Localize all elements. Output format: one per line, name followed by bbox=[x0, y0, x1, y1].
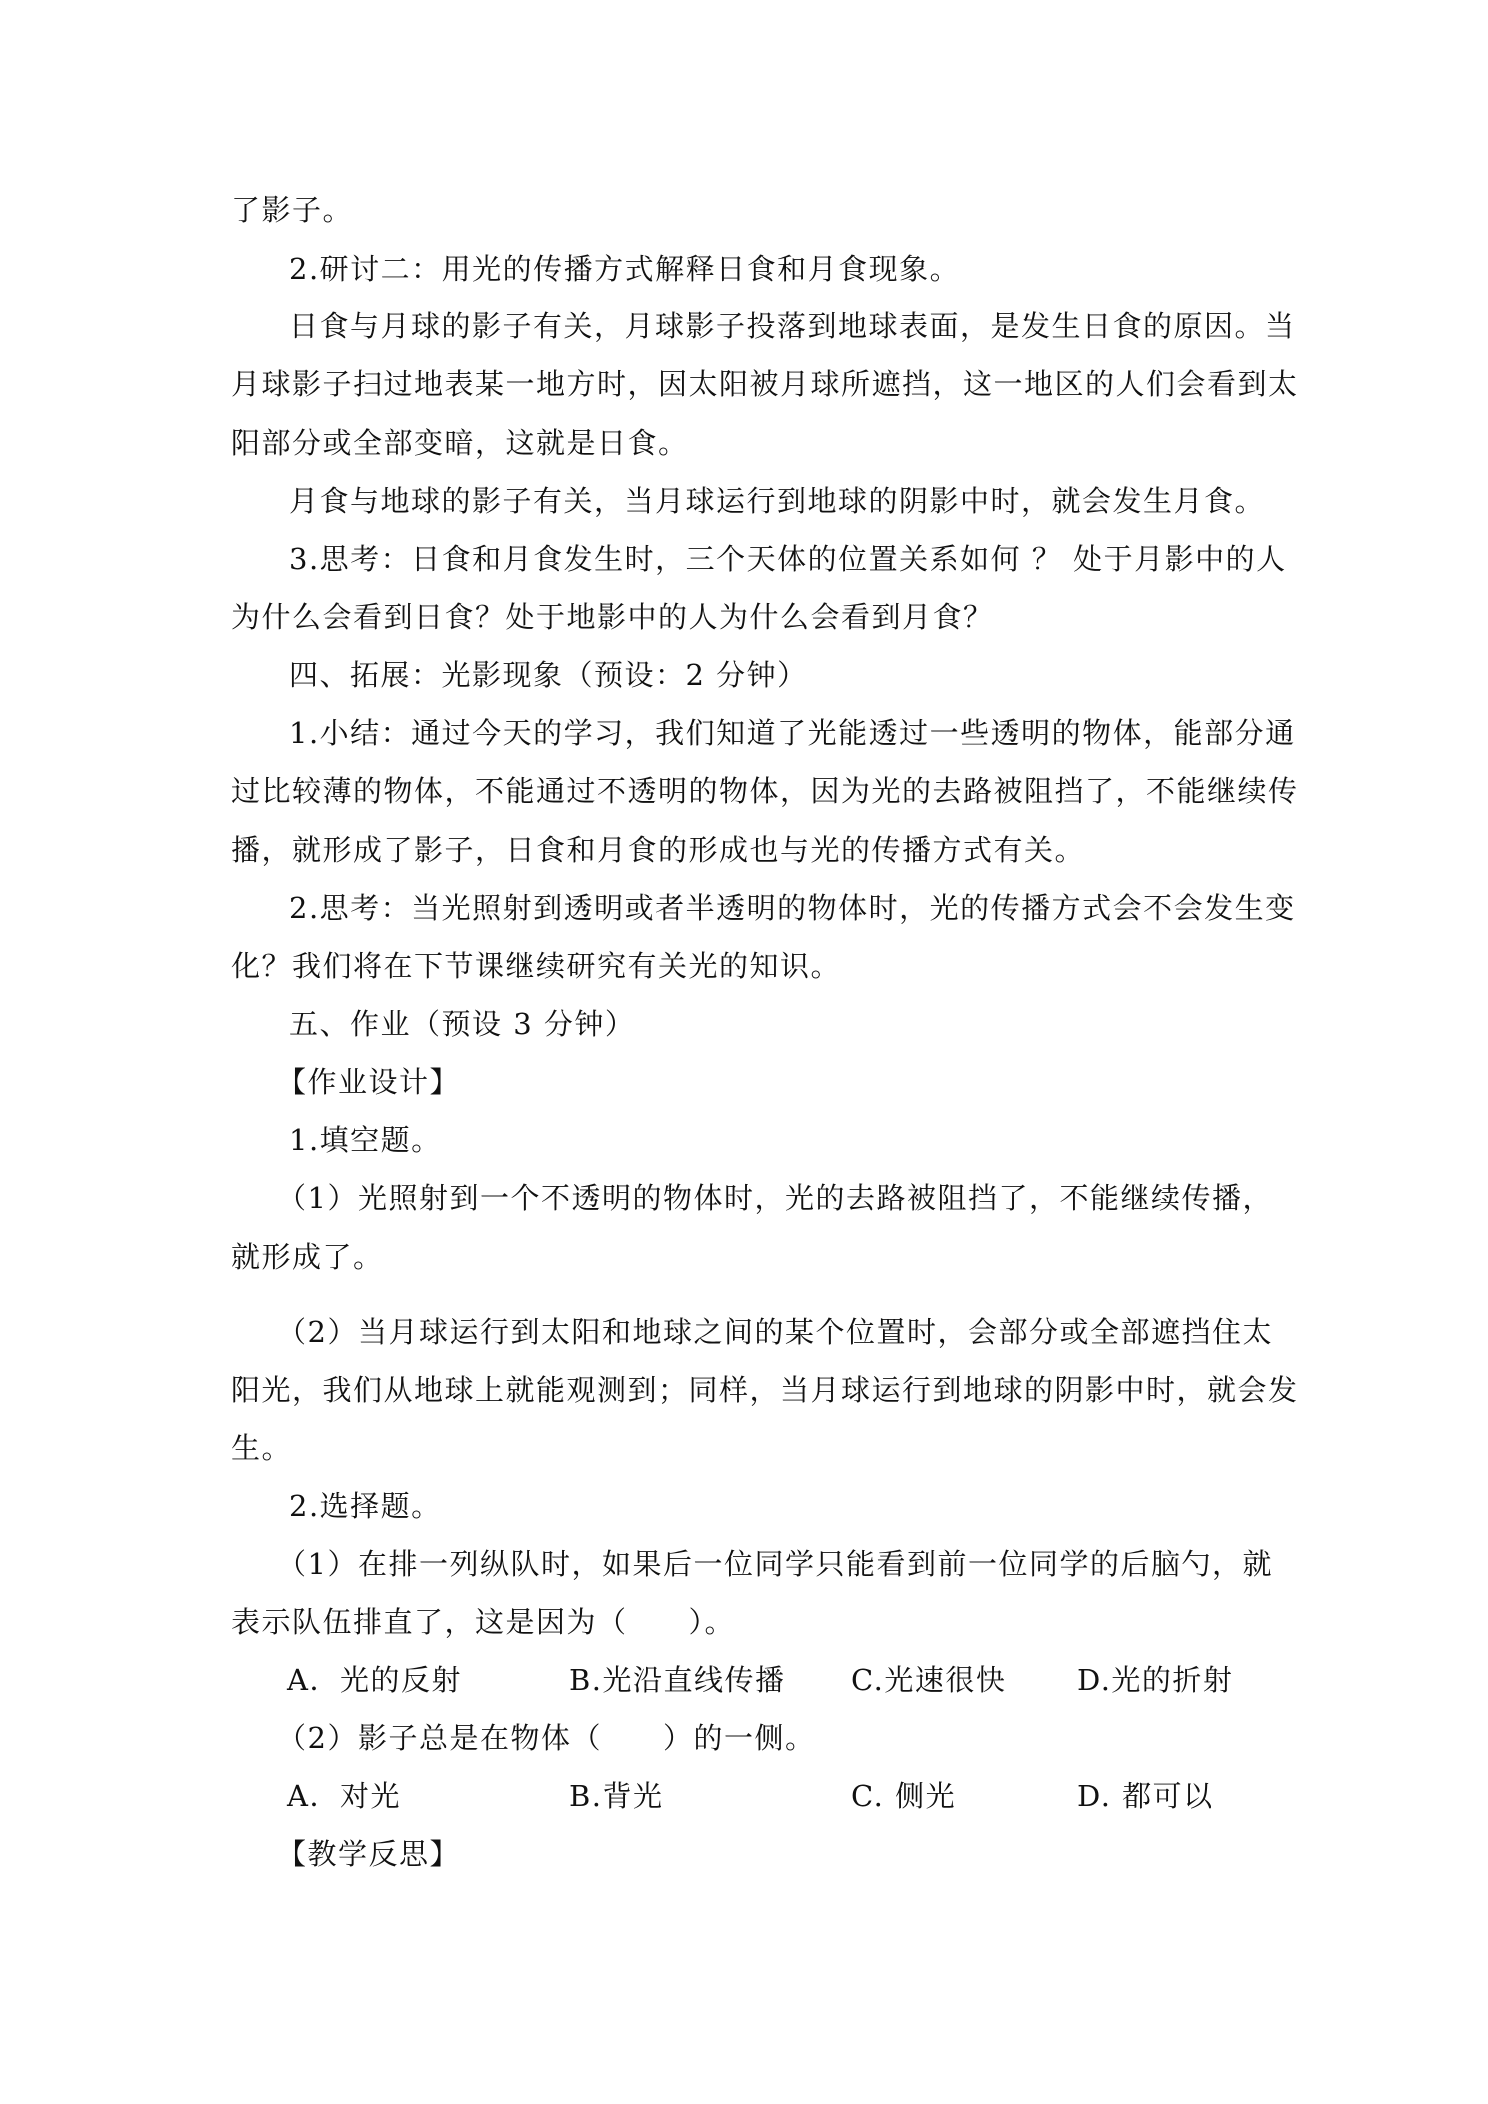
question-text: 阳光，我们从地球上就能观测到；同样，当月球运行到地球的阴影中时，就会发 bbox=[231, 1373, 1299, 1407]
document-page bbox=[231, 0, 1299, 2104]
text-line: 为什么会看到日食？处于地影中的人为什么会看到月食？ bbox=[231, 600, 994, 634]
section-heading: 五、作业（预设 3 分钟） bbox=[289, 1007, 636, 1041]
question-text: （2）影子总是在物体（ ）的一侧。 bbox=[277, 1721, 816, 1755]
section-heading: 2.研讨二：用光的传播方式解释日食和月食现象。 bbox=[289, 252, 961, 286]
text-line: 过比较薄的物体，不能通过不透明的物体，因为光的去路被阻挡了，不能继续传 bbox=[231, 774, 1299, 808]
section-heading: 【作业设计】 bbox=[277, 1065, 461, 1099]
question-text: 表示队伍排直了，这是因为（ ）。 bbox=[231, 1605, 736, 1639]
question-text: 生。 bbox=[231, 1431, 293, 1465]
option-d: D. 都可以 bbox=[1077, 1779, 1214, 1813]
text-line: 月食与地球的影子有关，当月球运行到地球的阴影中时，就会发生月食。 bbox=[289, 484, 1266, 518]
text-line: 日食与月球的影子有关，月球影子投落到地球表面，是发生日食的原因。当 bbox=[289, 309, 1296, 343]
text-line: 月球影子扫过地表某一地方时，因太阳被月球所遮挡，这一地区的人们会看到太 bbox=[231, 367, 1299, 401]
option-c: C. 侧光 bbox=[851, 1779, 957, 1813]
question-text: （1）光照射到一个不透明的物体时，光的去路被阻挡了，不能继续传播， bbox=[277, 1181, 1273, 1215]
option-c: C.光速很快 bbox=[851, 1663, 1007, 1697]
question-heading: 1.填空题。 bbox=[289, 1123, 442, 1157]
text-line: 阳部分或全部变暗，这就是日食。 bbox=[231, 426, 689, 460]
question-heading: 2.选择题。 bbox=[289, 1489, 442, 1523]
option-a: A．光的反射 bbox=[287, 1663, 462, 1697]
text-line: 播，就形成了影子，日食和月食的形成也与光的传播方式有关。 bbox=[231, 833, 1086, 867]
option-d: D.光的折射 bbox=[1077, 1663, 1234, 1697]
text-line: 1.小结：通过今天的学习，我们知道了光能透过一些透明的物体，能部分通 bbox=[289, 716, 1296, 750]
text-line: 3.思考：日食和月食发生时，三个天体的位置关系如何 ？ 处于月影中的人 bbox=[289, 542, 1287, 576]
option-a: A．对光 bbox=[287, 1779, 401, 1813]
text-line: 化？我们将在下节课继续研究有关光的知识。 bbox=[231, 949, 842, 983]
option-b: B.光沿直线传播 bbox=[569, 1663, 786, 1697]
question-text: （2）当月球运行到太阳和地球之间的某个位置时，会部分或全部遮挡住太 bbox=[277, 1315, 1273, 1349]
section-heading: 四、拓展：光影现象（预设：2 分钟） bbox=[289, 658, 808, 692]
question-text: （1）在排一列纵队时，如果后一位同学只能看到前一位同学的后脑勺，就 bbox=[277, 1547, 1273, 1581]
option-b: B.背光 bbox=[569, 1779, 664, 1813]
question-text: 就形成了。 bbox=[231, 1240, 384, 1274]
text-line: 2.思考：当光照射到透明或者半透明的物体时，光的传播方式会不会发生变 bbox=[289, 891, 1296, 925]
text-line: 了影子。 bbox=[231, 193, 354, 227]
section-heading: 【教学反思】 bbox=[277, 1837, 461, 1871]
